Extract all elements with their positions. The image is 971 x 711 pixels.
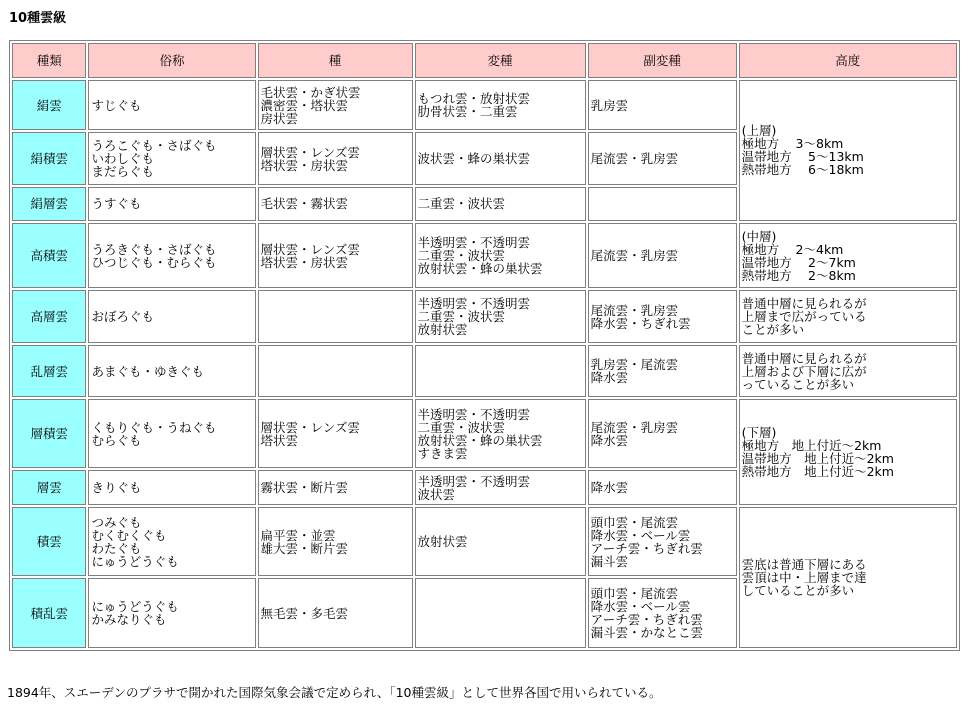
cell-altitude-nimbostratus: 普通中層に見られるが 上層および下層に広が っていることが多い	[739, 345, 957, 397]
cell-common: すじぐも	[88, 80, 255, 130]
cell-species: 霧状雲・断片雲	[258, 470, 413, 505]
cell-variety: 半透明雲・不透明雲 二重雲・波状雲 放射状雲・蜂の巣状雲 すきま雲	[415, 399, 586, 468]
page-title: 10種雲級	[9, 11, 67, 26]
cell-kind: 層積雲	[12, 399, 86, 468]
header-kind: 種類	[12, 43, 86, 78]
cell-altitude-lower: (下層) 極地方 地上付近〜2km 温帯地方 地上付近〜2km 熱帯地方 地上付近〜2km	[739, 399, 957, 505]
cell-variety	[415, 578, 586, 648]
cell-kind: 積雲	[12, 507, 86, 576]
cell-altitude-vertical: 雲底は普通下層にある 雲頂は中・上層まで達 していることが多い	[739, 507, 957, 648]
cell-feature	[588, 187, 737, 221]
cell-altitude-upper: (上層) 極地方 3〜8km 温帯地方 5〜13km 熱帯地方 6〜18km	[739, 80, 957, 221]
cell-altitude-altostratus: 普通中層に見られるが 上層まで広がっている ことが多い	[739, 290, 957, 342]
cell-kind: 積乱雲	[12, 578, 86, 648]
header-feature: 副変種	[588, 43, 737, 78]
cell-common: きりぐも	[88, 470, 255, 505]
header-species: 種	[258, 43, 413, 78]
cloud-classification-table	[9, 40, 960, 651]
cell-species: 毛状雲・かぎ状雲 濃密雲・塔状雲 房状雲	[258, 80, 413, 130]
cell-species: 無毛雲・多毛雲	[258, 578, 413, 648]
cell-feature: 頭巾雲・尾流雲 降水雲・ベール雲 アーチ雲・ちぎれ雲 漏斗雲・かなとこ雲	[588, 578, 737, 648]
header-row	[12, 43, 957, 78]
cell-kind: 絹積雲	[12, 132, 86, 184]
header-common-name: 俗称	[88, 43, 255, 78]
cell-feature: 尾流雲・乳房雲 降水雲・ちぎれ雲	[588, 290, 737, 342]
header-altitude: 高度	[739, 43, 957, 78]
table-row	[12, 290, 957, 342]
table-row	[12, 399, 957, 468]
cell-species: 毛状雲・霧状雲	[258, 187, 413, 221]
cell-feature: 尾流雲・乳房雲	[588, 223, 737, 289]
cell-common: うろこぐも・さばぐも いわしぐも まだらぐも	[88, 132, 255, 184]
cell-feature: 頭巾雲・尾流雲 降水雲・ベール雲 アーチ雲・ちぎれ雲 漏斗雲	[588, 507, 737, 576]
cell-common: にゅうどうぐも かみなりぐも	[88, 578, 255, 648]
cell-kind: 絹雲	[12, 80, 86, 130]
cell-kind: 高層雲	[12, 290, 86, 342]
cell-variety: 半透明雲・不透明雲 波状雲	[415, 470, 586, 505]
cell-feature: 乳房雲	[588, 80, 737, 130]
cell-common: うろきぐも・さばぐも ひつじぐも・むらぐも	[88, 223, 255, 289]
cell-altitude-middle: (中層) 極地方 2〜4km 温帯地方 2〜7km 熱帯地方 2〜8km	[739, 223, 957, 289]
cell-kind: 高積雲	[12, 223, 86, 289]
cell-common: うすぐも	[88, 187, 255, 221]
cell-feature: 降水雲	[588, 470, 737, 505]
cell-feature: 尾流雲・乳房雲 降水雲	[588, 399, 737, 468]
cell-variety	[415, 345, 586, 397]
cell-common: つみぐも むくむくぐも わたぐも にゅうどうぐも	[88, 507, 255, 576]
cell-variety: 半透明雲・不透明雲 二重雲・波状雲 放射状雲・蜂の巣状雲	[415, 223, 586, 289]
cell-kind: 絹層雲	[12, 187, 86, 221]
cell-species	[258, 290, 413, 342]
cell-kind: 乱層雲	[12, 345, 86, 397]
cell-common: くもりぐも・うねぐも むらぐも	[88, 399, 255, 468]
cell-species	[258, 345, 413, 397]
cell-kind: 層雲	[12, 470, 86, 505]
cell-common: おぼろぐも	[88, 290, 255, 342]
cell-variety: 二重雲・波状雲	[415, 187, 586, 221]
header-variety: 変種	[415, 43, 586, 78]
cell-variety: 放射状雲	[415, 507, 586, 576]
cell-common: あまぐも・ゆきぐも	[88, 345, 255, 397]
cell-variety: 半透明雲・不透明雲 二重雲・波状雲 放射状雲	[415, 290, 586, 342]
table-row	[12, 223, 957, 289]
cell-species: 層状雲・レンズ雲 塔状雲・房状雲	[258, 132, 413, 184]
cell-species: 層状雲・レンズ雲 塔状雲・房状雲	[258, 223, 413, 289]
cell-species: 扁平雲・並雲 雄大雲・断片雲	[258, 507, 413, 576]
cell-feature: 尾流雲・乳房雲	[588, 132, 737, 184]
cell-variety: 波状雲・蜂の巣状雲	[415, 132, 586, 184]
cell-variety: もつれ雲・放射状雲 肋骨状雲・二重雲	[415, 80, 586, 130]
footnote: 1894年、スエーデンのプラサで開かれた国際気象会議で定められ、「10種雲級」として世界各国で用いられている。	[7, 685, 662, 700]
table-row	[12, 80, 957, 130]
table-row	[12, 507, 957, 576]
cell-feature: 乳房雲・尾流雲 降水雲	[588, 345, 737, 397]
table-row	[12, 345, 957, 397]
cell-species: 層状雲・レンズ雲 塔状雲	[258, 399, 413, 468]
